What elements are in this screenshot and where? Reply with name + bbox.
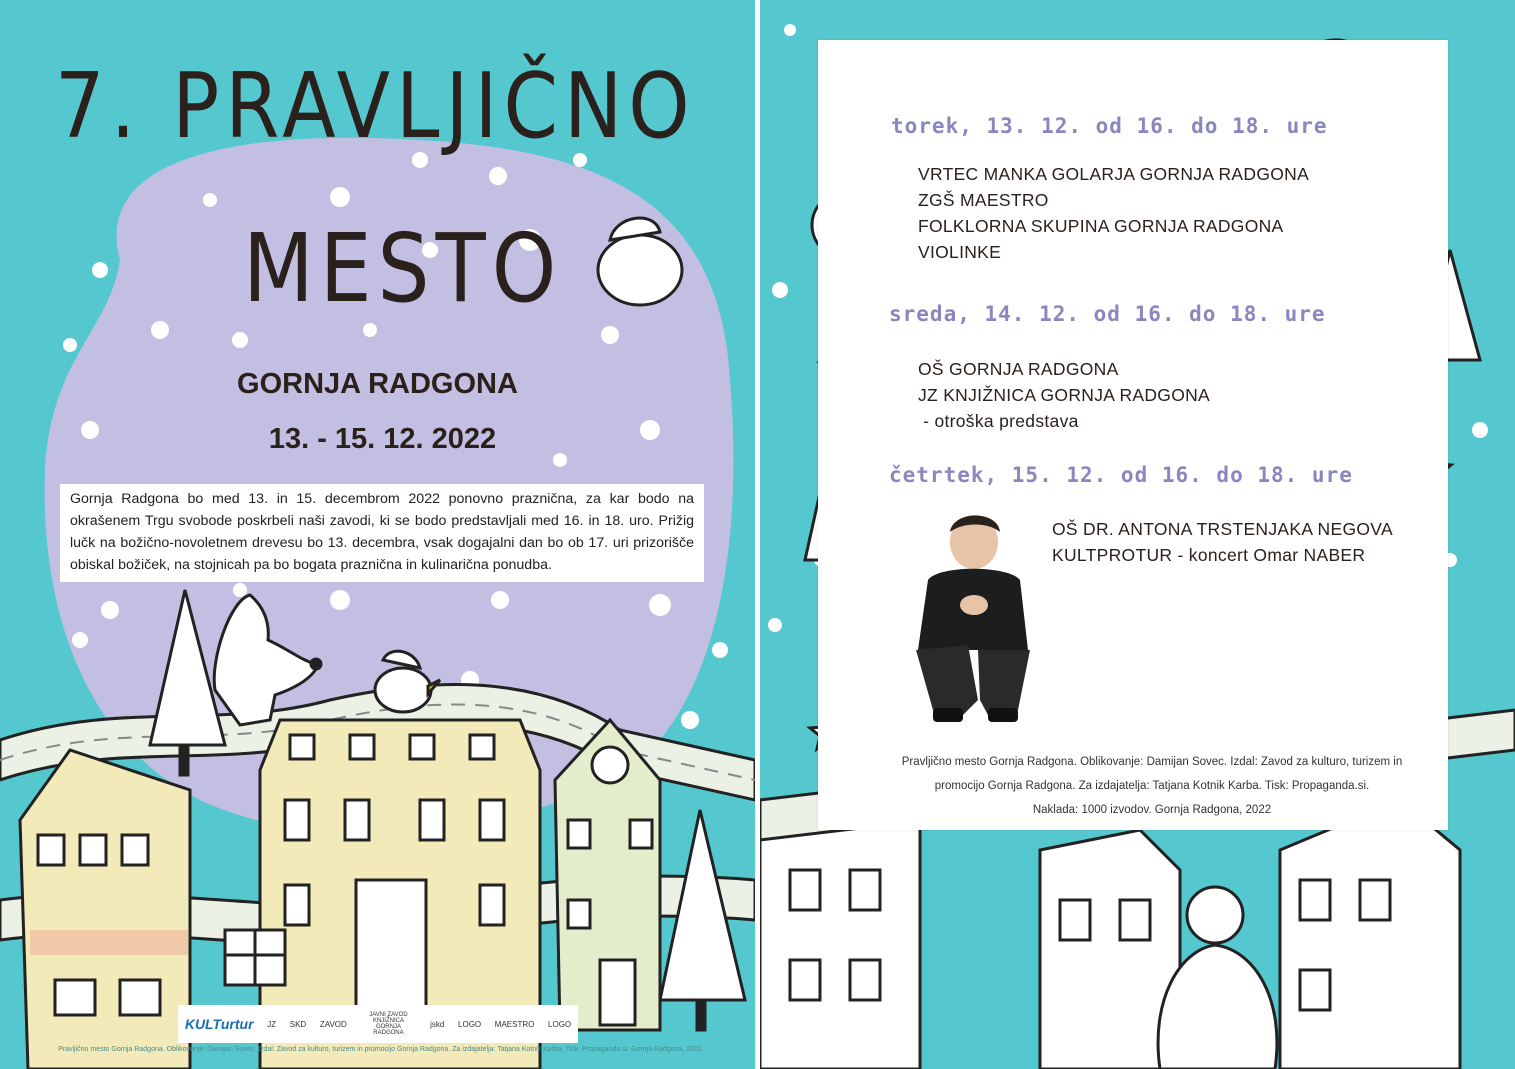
city-heading: GORNJA RADGONA xyxy=(237,368,518,400)
logo-7: LOGO xyxy=(458,1019,482,1029)
title-line-1: 7. PRAVLJIČNO xyxy=(55,55,696,159)
intro-paragraph: Gornja Radgona bo med 13. in 15. decembrom 2022 ponovno praznična, za kar bodo na okrašenem Trgu svobode poskrbeli naši zavodi, ki se bodo predstavljali med 16. in 18. uro. Prižig lučk na božično-novoletnem drevesu bo 13. decembra, vsak dogajalni dan bo ob 17. uri prizorišče obiskal božiček, na stojnicah pa bo bogata praznična in kulinarična ponudba. xyxy=(60,484,704,582)
program-line: ZGŠ MAESTRO xyxy=(918,190,1049,210)
logo-9: LOGO xyxy=(548,1019,572,1029)
program-line: VRTEC MANKA GOLARJA GORNJA RADGONA xyxy=(918,164,1310,184)
logo-4: ZAVOD xyxy=(319,1019,347,1029)
footer-credits: Pravljično mesto Gornja Radgona. Oblikovanje: Damijan Sovec. Izdal: Zavod za kulturo, turizem in promocijo Gornja Radgona. Za izdajatelja: Tatjana Kotnik Karba. Tisk: Propaganda.si. Gornja Radgona, 2022 xyxy=(58,1046,702,1053)
left-page xyxy=(0,0,755,1069)
sponsor-logo-strip xyxy=(178,1005,578,1043)
logo-library: JAVNI ZAVOD KNJIŽNICA GORNJA RADGONA xyxy=(369,1012,408,1036)
logo-jskd: jskd xyxy=(430,1019,445,1029)
program-line: JZ KNJIŽNICA GORNJA RADGONA xyxy=(918,385,1211,405)
tree-right xyxy=(660,810,745,1030)
logo-maestro: MAESTRO xyxy=(494,1019,535,1029)
day-lines-thursday xyxy=(1052,516,1393,568)
program-line: - otroška predstava xyxy=(918,411,1079,431)
credits-line: Naklada: 1000 izvodov. Gornja Radgona, 2022 xyxy=(1032,804,1272,816)
credits-block xyxy=(886,750,1418,822)
logo-kultur: KULTurtur xyxy=(184,1016,254,1032)
singer-photo xyxy=(908,510,1038,725)
credits-line: Pravljično mesto Gornja Radgona. Oblikovanje: Damijan Sovec. Izdal: Zavod za kulturo, turizem in xyxy=(901,756,1403,768)
day-heading-thursday: četrtek, 15. 12. od 16. do 18. ure xyxy=(889,463,1353,487)
gift-box xyxy=(225,930,285,985)
program-line: KULTPROTUR - koncert Omar NABER xyxy=(1052,545,1366,565)
program-line: VIOLINKE xyxy=(918,242,1002,262)
logo-3: SKD xyxy=(289,1019,307,1029)
day-heading-tuesday: torek, 13. 12. od 16. do 18. ure xyxy=(891,114,1328,138)
credits-line: promocijo Gornja Radgona. Za izdajatelja: Tatjana Kotnik Karba. Tisk: Propaganda.si. xyxy=(934,780,1370,792)
day-lines-tuesday xyxy=(918,161,1309,265)
day-heading-wednesday: sreda, 14. 12. od 16. do 18. ure xyxy=(889,302,1326,326)
house-left xyxy=(20,750,190,1069)
logo-2: JZ xyxy=(267,1019,277,1029)
program-line: FOLKLORNA SKUPINA GORNJA RADGONA xyxy=(918,216,1284,236)
title-line-2: MESTO xyxy=(243,214,563,325)
day-lines-wednesday xyxy=(918,356,1210,434)
program-line: OŠ DR. ANTONA TRSTENJAKA NEGOVA xyxy=(1052,519,1393,539)
house-right xyxy=(555,720,660,1030)
program-line: OŠ GORNJA RADGONA xyxy=(918,359,1119,379)
date-range: 13. - 15. 12. 2022 xyxy=(268,423,497,455)
